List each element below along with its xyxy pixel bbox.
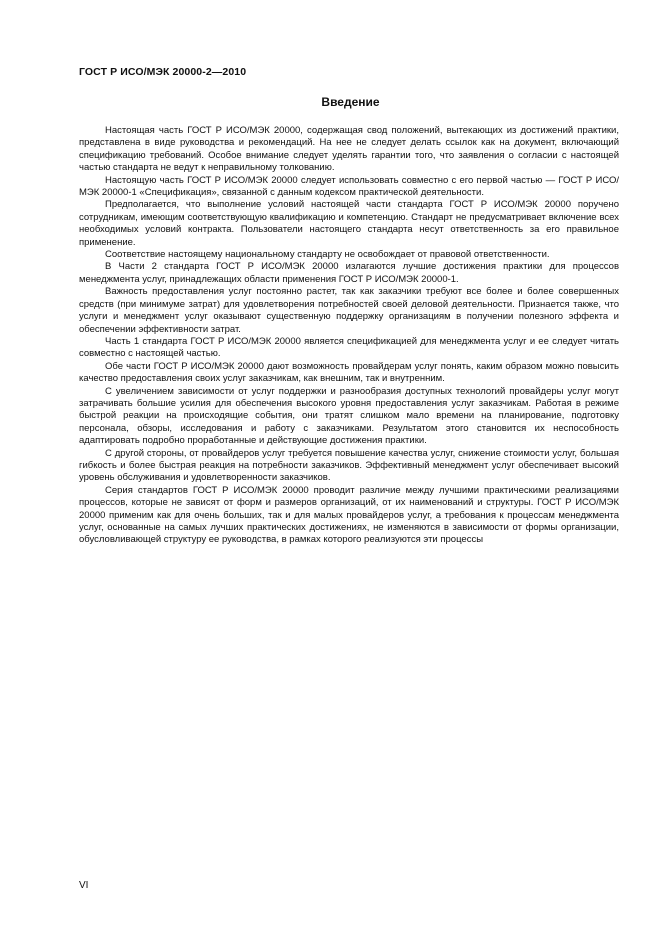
- section-title: Введение: [321, 95, 380, 109]
- paragraph: С увеличением зависимости от услуг поддержки и разнообразия доступных технологий провайдеры услуг могут затрачивать большие усилия для обеспечения высокого уровня предоставления услуг заказчикам. Работая в режиме быстрой реакции на происходящие события, они тратят слишком мало времени на планирование, подготовку персонала, обзоры, исследования и работу с заказчиками. Результатом этого становится их неспособность адаптировать подробно проработанные и действующие достижения практики.: [79, 385, 619, 447]
- paragraph: Предполагается, что выполнение условий настоящей части стандарта ГОСТ Р ИСО/МЭК 20000 поручено сотрудникам, имеющим соответствующую квалификацию и компетенцию. Стандарт не предусматривает включение всех необходимых условий контракта. Пользователи настоящего стандарта несут ответственность за его правильное применение.: [79, 199, 619, 248]
- paragraph: Настоящую часть ГОСТ Р ИСО/МЭК 20000 следует использовать совместно с его первой частью — ГОСТ Р ИСО/МЭК 20000-1 «Спецификация», связанной с данным кодексом практической деятельности.: [79, 174, 619, 199]
- paragraph: Обе части ГОСТ Р ИСО/МЭК 20000 дают возможность провайдерам услуг понять, каким образом можно повысить качество предоставления своих услуг заказчикам, как внешним, так и внутренним.: [79, 360, 619, 385]
- paragraph: Соответствие настоящему национальному стандарту не освобождает от правовой ответственности.: [105, 249, 550, 261]
- paragraph: Серия стандартов ГОСТ Р ИСО/МЭК 20000 проводит различие между лучшими практическими реализациями процессов, которые не зависят от форм и размеров организаций, от их наименований и структуры. ГОСТ Р ИСО/МЭК 20000 применим как для очень больших, так и для малых провайдеров услуг, а требования к процессам менеджмента услуг, основанные на самых лучших практических достижениях, не изменяются в зависимости от формы организации, обусловливающей структуру ее руководства, в рамках которого реализуются эти процессы: [79, 484, 619, 546]
- paragraph: Важность предоставления услуг постоянно растет, так как заказчики требуют все более и более совершенных средств (при минимуме затрат) для удовлетворения потребностей своей деловой деятельности. Признается также, что услуги и менеджмент услуг оказывают существенную поддержку организациям в получении полезного эффекта и обеспечении эффективности затрат.: [79, 286, 619, 335]
- paragraph: С другой стороны, от провайдеров услуг требуется повышение качества услуг, снижение стоимости услуг, большая гибкость и более быстрая реакция на потребности заказчиков. Эффективный менеджмент услуг обеспечивает высокий уровень обслуживания и удовлетворенности заказчиков.: [79, 447, 619, 484]
- page-number: VI: [79, 880, 89, 891]
- paragraph: В Части 2 стандарта ГОСТ Р ИСО/МЭК 20000 излагаются лучшие достижения практики для процессов менеджмента услуг, принадлежащих области применения ГОСТ Р ИСО/МЭК 20000-1.: [79, 261, 619, 285]
- paragraph: Настоящая часть ГОСТ Р ИСО/МЭК 20000, содержащая свод положений, вытекающих из достижений практики, представлена в виде руководства и рекомендаций. На нее не следует делать ссылок как на документ, включающий спецификацию требований. Особое внимание следует уделять гарантии того, что заявления о согласии с настоящей частью стандарта не ведут к неправильному толкованию.: [79, 125, 619, 174]
- paragraph: Часть 1 стандарта ГОСТ Р ИСО/МЭК 20000 является спецификацией для менеджмента услуг и ее следует читать совместно с настоящей частью.: [79, 335, 619, 360]
- body-text: [79, 125, 619, 547]
- document-header: ГОСТ Р ИСО/МЭК 20000-2—2010: [79, 66, 247, 78]
